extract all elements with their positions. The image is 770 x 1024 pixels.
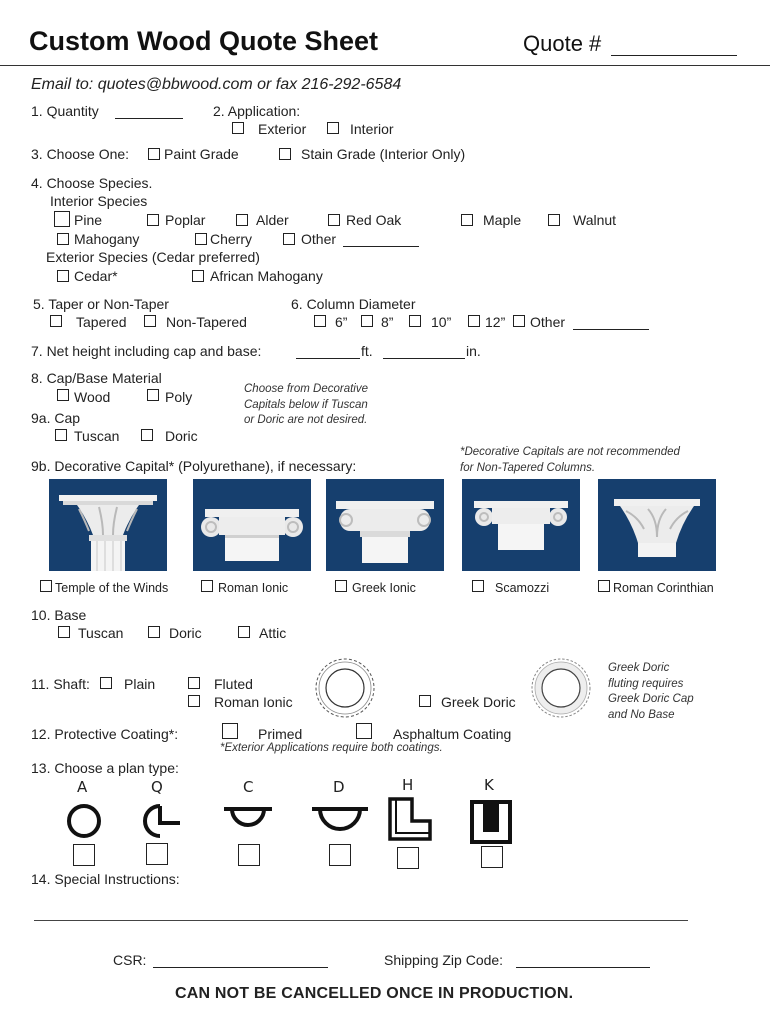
cap-tuscan-checkbox[interactable] — [55, 429, 67, 441]
shaft-greek-doric-label: Greek Doric — [441, 694, 516, 710]
greek-note-line: fluting requires — [608, 677, 684, 690]
diameter-checkbox-8[interactable] — [361, 315, 373, 327]
quantity-field[interactable] — [115, 104, 183, 119]
greek-ionic-image — [326, 479, 444, 571]
coating-note: *Exterior Applications require both coatings. — [220, 742, 443, 754]
height-in-unit: in. — [466, 343, 481, 359]
base-tuscan-label: Tuscan — [78, 625, 124, 641]
decorative-note-line: Capitals below if Tuscan — [244, 398, 368, 411]
decorative-note-line: or Doric are not desired. — [244, 414, 368, 426]
quantity-label: 1. Quantity — [31, 103, 99, 119]
csr-field[interactable] — [153, 953, 328, 968]
capital-checkbox-temple-of-the-winds[interactable] — [40, 580, 52, 592]
plan-h-icon — [386, 795, 436, 845]
greek-note-line: Greek Doric Cap — [608, 693, 694, 705]
roman-ionic-fluting-icon — [312, 655, 378, 721]
shaft-roman-ionic-label: Roman Ionic — [214, 694, 293, 710]
decorative-note — [244, 382, 368, 429]
header-divider — [0, 65, 770, 66]
greek-doric-fluting-icon — [528, 655, 594, 721]
species-other: Other — [301, 231, 337, 247]
tapered-label: Tapered — [76, 314, 127, 330]
species-walnut: Walnut — [573, 212, 617, 228]
plan-letter-k: K — [484, 776, 494, 794]
paint-grade-label: Paint Grade — [164, 146, 239, 162]
plan-letter-a: A — [77, 778, 88, 796]
greek-doric-note — [608, 661, 694, 723]
base-attic-checkbox[interactable] — [238, 626, 250, 638]
plan-q-checkbox[interactable] — [146, 843, 168, 865]
species-label: 4. Choose Species. — [31, 175, 153, 191]
poly-label: Poly — [165, 389, 193, 405]
diameter-label: 6. Column Diameter — [291, 296, 416, 312]
temple-of-the-winds-image — [49, 479, 167, 571]
tapered-checkbox[interactable] — [50, 315, 62, 327]
interior-species-label: Interior Species — [50, 193, 148, 209]
cap-doric-checkbox[interactable] — [141, 429, 153, 441]
species-checkbox-pine[interactable] — [54, 211, 70, 227]
capital-checkbox-roman-ionic[interactable] — [201, 580, 213, 592]
plan-h-checkbox[interactable] — [397, 847, 419, 869]
decorative-note-line: Choose from Decorative — [244, 383, 368, 395]
stain-grade-checkbox[interactable] — [279, 148, 291, 160]
special-instructions-label: 14. Special Instructions: — [31, 871, 180, 887]
taper-note-line: *Decorative Capitals are not recommended — [460, 446, 680, 458]
plan-q-icon — [138, 801, 184, 841]
base-attic-label: Attic — [259, 625, 287, 641]
species-cherry: Cherry — [210, 231, 253, 247]
species-mahogany: Mahogany — [74, 231, 140, 247]
plan-a-icon — [64, 801, 104, 841]
capital-label-roman-ionic: Roman Ionic — [218, 581, 289, 595]
species-cedar: Cedar* — [74, 268, 118, 284]
species-checkbox-mahogany[interactable] — [57, 233, 69, 245]
cap-doric-label: Doric — [165, 428, 198, 444]
interior-label: Interior — [350, 121, 394, 137]
species-checkbox-walnut[interactable] — [548, 214, 560, 226]
cap-tuscan-label: Tuscan — [74, 428, 120, 444]
plan-letter-h: H — [402, 776, 414, 794]
plan-k-icon — [469, 799, 513, 845]
wood-checkbox[interactable] — [57, 389, 69, 401]
wood-label: Wood — [74, 389, 111, 405]
diameter-6: 6” — [335, 314, 348, 330]
decorative-capital-label: 9b. Decorative Capital* (Polyurethane), if necessary: — [31, 458, 357, 474]
species-checkbox-cedar[interactable] — [57, 270, 69, 282]
plan-letter-d: D — [333, 778, 345, 796]
species-pine: Pine — [74, 212, 103, 228]
primed-label: Primed — [258, 726, 303, 742]
greek-note-line: and No Base — [608, 708, 675, 721]
page-title: Custom Wood Quote Sheet — [29, 26, 378, 56]
roman-corinthian-image — [598, 479, 716, 571]
capital-label-scamozzi: Scamozzi — [495, 581, 550, 595]
paint-grade-checkbox[interactable] — [148, 148, 160, 160]
diameter-10: 10” — [431, 314, 452, 330]
coating-label: 12. Protective Coating*: — [31, 726, 179, 742]
exterior-label: Exterior — [258, 121, 307, 137]
grade-label: 3. Choose One: — [31, 146, 130, 162]
capital-label-greek-ionic: Greek Ionic — [352, 581, 416, 595]
base-doric-checkbox[interactable] — [148, 626, 160, 638]
asphaltum-label: Asphaltum Coating — [393, 726, 512, 742]
exterior-checkbox[interactable] — [232, 122, 244, 134]
plan-a-checkbox[interactable] — [73, 844, 95, 866]
height-ft-field[interactable] — [296, 344, 360, 359]
non-tapered-checkbox[interactable] — [144, 315, 156, 327]
exterior-species-label: Exterior Species (Cedar preferred) — [46, 249, 260, 265]
species-checkbox-cherry[interactable] — [195, 233, 207, 245]
cap-base-material-label: 8. Cap/Base Material — [31, 370, 162, 386]
taper-note-line: for Non-Tapered Columns. — [460, 461, 596, 474]
special-instructions-field[interactable] — [34, 920, 688, 921]
zip-field[interactable] — [516, 953, 650, 968]
species-checkbox-alder[interactable] — [236, 214, 248, 226]
plan-c-icon — [222, 801, 274, 841]
plan-k-checkbox[interactable] — [481, 846, 503, 868]
stain-grade-label: Stain Grade (Interior Only) — [301, 146, 466, 162]
species-african-mahogany: African Mahogany — [210, 268, 323, 284]
shaft-fluted-label: Fluted — [214, 676, 253, 692]
asphaltum-checkbox[interactable] — [356, 723, 372, 739]
plan-letter-c: C — [243, 778, 254, 796]
diameter-checkbox-other[interactable] — [513, 315, 525, 327]
diameter-12: 12” — [485, 314, 506, 330]
species-checkbox-poplar[interactable] — [147, 214, 159, 226]
shaft-label: 11. Shaft: — [31, 676, 90, 692]
species-checkbox-other[interactable] — [283, 233, 295, 245]
zip-label: Shipping Zip Code: — [384, 952, 504, 968]
email-line: Email to: quotes@bbwood.com or fax 216-292-6584 — [31, 76, 402, 93]
species-red-oak: Red Oak — [346, 212, 402, 228]
shaft-fluted-checkbox[interactable] — [188, 677, 200, 689]
capital-checkbox-scamozzi[interactable] — [472, 580, 484, 592]
capital-checkbox-roman-corinthian[interactable] — [598, 580, 610, 592]
diameter-checkbox-12[interactable] — [468, 315, 480, 327]
plan-letter-q: Q — [151, 778, 163, 796]
species-checkbox-african-mahogany[interactable] — [192, 270, 204, 282]
species-poplar: Poplar — [165, 212, 206, 228]
height-ft-unit: ft. — [361, 343, 373, 359]
base-label: 10. Base — [31, 607, 87, 623]
taper-label: 5. Taper or Non-Taper — [33, 296, 169, 312]
plan-d-checkbox[interactable] — [329, 844, 351, 866]
interior-checkbox[interactable] — [327, 122, 339, 134]
height-label: 7. Net height including cap and base: — [31, 343, 262, 359]
diameter-8: 8” — [381, 314, 394, 330]
shaft-roman-ionic-checkbox[interactable] — [188, 695, 200, 707]
cancellation-warning: CAN NOT BE CANCELLED ONCE IN PRODUCTION. — [175, 985, 574, 1002]
species-checkbox-red-oak[interactable] — [328, 214, 340, 226]
non-tapered-label: Non-Tapered — [166, 314, 247, 330]
quote-label: Quote # — [523, 31, 602, 56]
plan-c-checkbox[interactable] — [238, 844, 260, 866]
scamozzi-image — [462, 479, 580, 571]
csr-label: CSR: — [113, 952, 147, 968]
capital-label-temple-of-the-winds: Temple of the Winds — [55, 581, 169, 595]
diameter-other: Other — [530, 314, 566, 330]
species-checkbox-maple[interactable] — [461, 214, 473, 226]
roman-ionic-image — [193, 479, 311, 571]
height-in-field[interactable] — [383, 344, 465, 359]
base-doric-label: Doric — [169, 625, 202, 641]
quote-number-field[interactable] — [611, 35, 737, 56]
species-alder: Alder — [256, 212, 289, 228]
species-other-field[interactable] — [343, 232, 419, 247]
species-maple: Maple — [483, 212, 522, 228]
poly-checkbox[interactable] — [147, 389, 159, 401]
application-label: 2. Application: — [213, 103, 301, 119]
shaft-plain-label: Plain — [124, 676, 156, 692]
capital-label-roman-corinthian: Roman Corinthian — [613, 581, 714, 595]
plan-type-label: 13. Choose a plan type: — [31, 760, 179, 776]
greek-note-line: Greek Doric — [608, 662, 670, 674]
cap-label: 9a. Cap — [31, 410, 81, 426]
diameter-checkbox-6[interactable] — [314, 315, 326, 327]
diameter-checkbox-10[interactable] — [409, 315, 421, 327]
plan-d-icon — [310, 801, 370, 837]
shaft-plain-checkbox[interactable] — [100, 677, 112, 689]
diameter-other-field[interactable] — [573, 315, 649, 330]
base-tuscan-checkbox[interactable] — [58, 626, 70, 638]
shaft-greek-doric-checkbox[interactable] — [419, 695, 431, 707]
primed-checkbox[interactable] — [222, 723, 238, 739]
capital-checkbox-greek-ionic[interactable] — [335, 580, 347, 592]
taper-note — [460, 445, 680, 476]
